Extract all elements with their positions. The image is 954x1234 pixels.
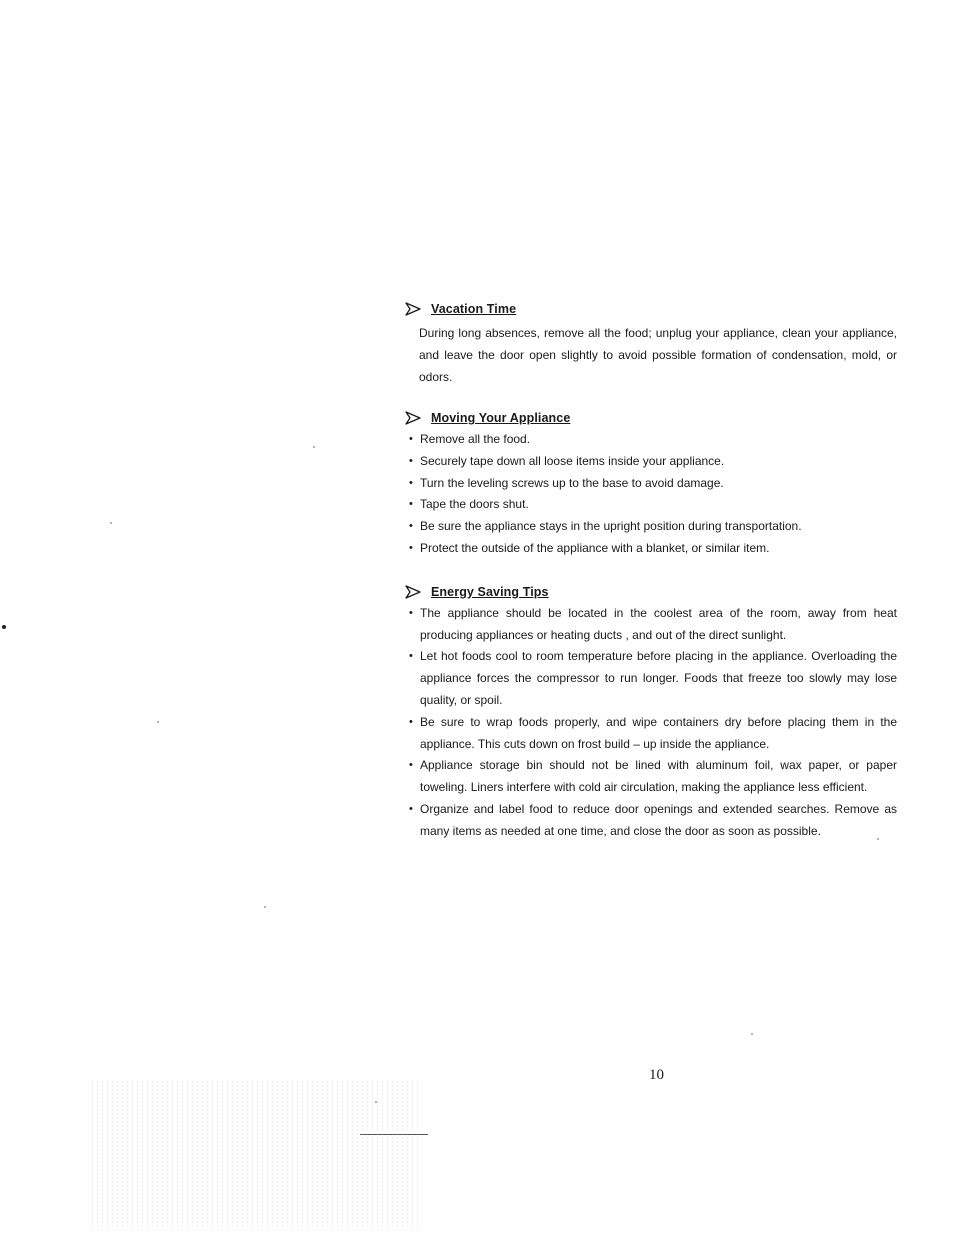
section-paragraph: During long absences, remove all the food; unplug your appliance, clean your appliance, and leave the door open slightly to avoid possible formation of condensation, mold, or odors.: [419, 326, 897, 384]
arrowhead-icon: [405, 411, 421, 425]
section-title: Energy Saving Tips: [431, 584, 549, 599]
section-moving-appliance: [405, 407, 897, 560]
list-item: • Be sure to wrap foods properly, and wipe containers dry before placing them in the appliance. This cuts down on frost build – up inside the appliance.: [409, 712, 897, 756]
section-heading: [405, 581, 897, 603]
bullet-list: [405, 603, 897, 843]
scan-speck: [157, 721, 159, 723]
section-vacation-time: [405, 298, 897, 388]
list-item: • Securely tape down all loose items inside your appliance.: [409, 451, 897, 473]
list-item: • Tape the doors shut.: [409, 494, 897, 516]
list-item: • Let hot foods cool to room temperature before placing in the appliance. Overloading the appliance forces the compressor to run longer. Foods that freeze too slowly may lose quality, or spoil.: [409, 646, 897, 711]
section-heading: [405, 298, 897, 320]
section-title: Vacation Time: [431, 302, 517, 316]
section-energy-saving-tips: [405, 581, 897, 843]
list-item: • Appliance storage bin should not be lined with aluminum foil, wax paper, or paper toweling. Liners interfere with cold air circulation, making the appliance less efficient.: [409, 755, 897, 799]
scan-speck: [264, 906, 266, 908]
bullet-list: [405, 429, 897, 560]
scan-speck: [313, 446, 315, 448]
section-title: Moving Your Appliance: [431, 411, 571, 425]
arrowhead-icon: [405, 302, 421, 316]
page-content: [405, 298, 897, 843]
page-number: 10: [649, 1067, 664, 1083]
list-item: • The appliance should be located in the coolest area of the room, away from heat producing appliances or heating ducts , and out of the direct sunlight.: [409, 603, 897, 647]
list-item: • Remove all the food.: [409, 429, 897, 451]
scan-speck: [2, 625, 6, 629]
scan-speck: [375, 1101, 377, 1103]
scan-speck: [110, 522, 112, 524]
section-heading: [405, 407, 897, 429]
list-item: • Protect the outside of the appliance with a blanket, or similar item.: [409, 538, 897, 560]
list-item: • Be sure the appliance stays in the upright position during transportation.: [409, 516, 897, 538]
list-item: • Organize and label food to reduce door openings and extended searches. Remove as many items as needed at one time, and close the door as soon as possible.: [409, 799, 897, 843]
list-item: • Turn the leveling screws up to the base to avoid damage.: [409, 473, 897, 495]
arrowhead-icon: [405, 585, 421, 599]
scan-speck: [877, 838, 879, 840]
scan-speck: [751, 1033, 753, 1035]
scan-noise: [90, 1080, 420, 1230]
